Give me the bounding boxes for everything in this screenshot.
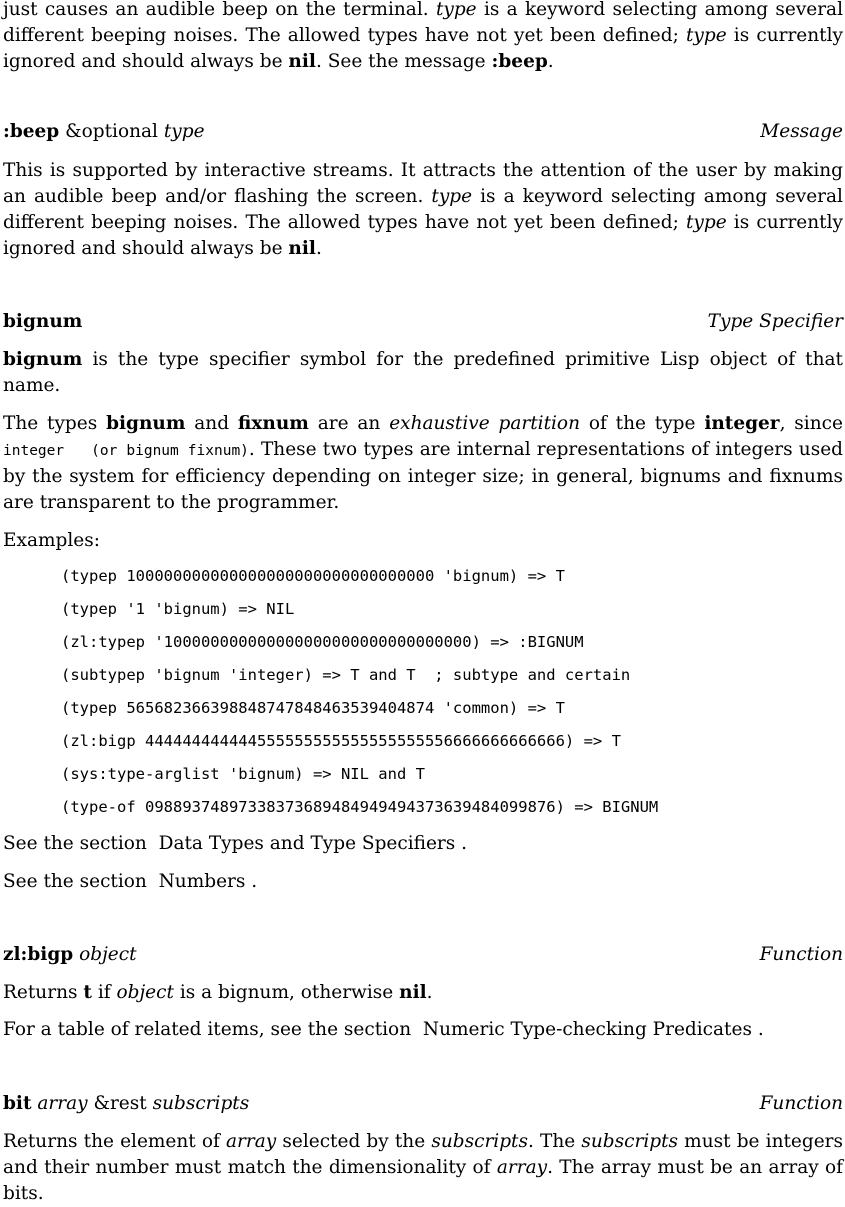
- bit-description: [3, 1129, 843, 1207]
- code-line: (subtypep 'bignum 'integer) => T and T ; subtype and certain: [61, 666, 631, 684]
- bignum-p2-text-c: and: [194, 413, 230, 434]
- bit-text-2: selected by the: [282, 1131, 426, 1152]
- bignum-p2-fixnum: fixnum: [237, 413, 309, 434]
- bignum-p2-code: integer (or bignum fixnum): [3, 443, 249, 459]
- bit-text-1: Returns the element of: [3, 1131, 220, 1152]
- intro-nil: nil: [288, 51, 316, 72]
- bignum-p2-text-d: are an: [317, 413, 381, 434]
- code-line: (typep 100000000000000000000000000000000 'bignum) => T: [61, 567, 565, 585]
- beep-arg: type: [163, 121, 205, 142]
- bignum-p1-term: bignum: [3, 349, 83, 370]
- beep-text-4: .: [315, 238, 322, 259]
- intro-text-2: is a keyword selecting among several different beeping noises. The allowed types have not yet been defined;: [3, 0, 844, 46]
- intro-type-arg: type: [435, 0, 477, 20]
- see-end: .: [251, 871, 258, 892]
- bignum-entry-name: bignum: [3, 311, 83, 332]
- bignum-p2-integer: integer: [704, 413, 780, 434]
- bit-array-ref-2: array: [496, 1157, 548, 1178]
- see-text: See the section: [3, 871, 147, 892]
- code-line: (typep 565682366398848747848463539404874 'common) => T: [61, 699, 565, 717]
- beep-type-arg-2: type: [685, 212, 727, 233]
- intro-beep-ref: :beep: [491, 51, 548, 72]
- code-line: (zl:typep '100000000000000000000000000000000) => :BIGNUM: [61, 633, 584, 651]
- see-section-data-types: [3, 831, 467, 857]
- see-end: .: [461, 833, 468, 854]
- beep-text-3: is currently ignored and should always be: [3, 212, 843, 259]
- bignum-p2-text-f: , since: [779, 413, 843, 434]
- bit-subscripts-ref-2: subscripts: [581, 1131, 679, 1152]
- bigp-see-section: [3, 1017, 764, 1043]
- bit-array-ref: array: [226, 1131, 277, 1152]
- intro-text-1: just causes an audible beep on the terminal.: [3, 0, 429, 20]
- section-link-numbers[interactable]: Numbers: [158, 871, 246, 892]
- section-link-data-types[interactable]: Data Types and Type Specifiers: [158, 833, 456, 854]
- bit-entry-name: bit: [3, 1093, 32, 1114]
- bit-text-4: must be integers and their number must match the dimensionality of: [3, 1131, 843, 1178]
- bit-subscripts-arg: subscripts: [152, 1093, 250, 1114]
- code-line: (typep '1 'bignum) => NIL: [61, 600, 295, 618]
- beep-type-arg: type: [431, 186, 473, 207]
- bigp-nil: nil: [399, 982, 427, 1003]
- bigp-text-1: Returns: [3, 982, 78, 1003]
- bignum-p2-exhaustive: exhaustive partition: [389, 413, 580, 434]
- section-link-numeric-predicates[interactable]: Numeric Type-checking Predicates: [422, 1019, 752, 1040]
- bignum-p2-text-g: . These two types are internal representations of integers used by the system for efficiency depending on integer size; in general, bignums and fixnums are transparent to the programmer.: [3, 439, 843, 513]
- code-line: (zl:bigp 444444444444555555555555555555556666666666666) => T: [61, 732, 621, 750]
- see-text: See the section: [3, 833, 147, 854]
- intro-paragraph: [3, 0, 843, 75]
- bigp-entry-header: [3, 942, 843, 968]
- examples-code-block: [3, 560, 843, 824]
- bit-array-arg: array: [37, 1093, 88, 1114]
- see-text: For a table of related items, see the section: [3, 1019, 412, 1040]
- beep-text-2: is a keyword selecting among several different beeping noises. The allowed types have not yet been defined;: [3, 186, 843, 233]
- bigp-description: [3, 980, 433, 1006]
- bigp-arg: object: [79, 944, 137, 965]
- see-section-numbers: [3, 869, 257, 895]
- bit-text-5: . The array must be an array of bits.: [3, 1157, 844, 1204]
- beep-text-1: This is supported by interactive streams. It attracts the attention of the user by making an audible beep and/or flashing the screen.: [3, 160, 843, 207]
- bit-lambda-keyword: &rest: [93, 1093, 147, 1114]
- bigp-entry-kind: Function: [759, 944, 843, 965]
- examples-label: Examples:: [3, 530, 100, 551]
- bignum-entry-kind: Type Specifier: [707, 311, 843, 332]
- code-line: (type-of 098893748973383736894849494943736394840998​76) => BIGNUM: [61, 798, 659, 816]
- beep-nil: nil: [288, 238, 316, 259]
- bigp-entry-name: zl:bigp: [3, 944, 74, 965]
- bignum-p2-text-a: The types: [3, 413, 98, 434]
- intro-type-arg-2: type: [685, 25, 727, 46]
- bigp-text-3: is a bignum, otherwise: [179, 982, 394, 1003]
- bigp-text-4: .: [426, 982, 433, 1003]
- intro-text-5: .: [547, 51, 554, 72]
- bignum-p2-bignum: bignum: [106, 413, 186, 434]
- bit-entry-kind: Function: [759, 1093, 843, 1114]
- intro-text-3: is currently ignored and should always be: [3, 25, 843, 72]
- bigp-object-arg: object: [116, 982, 174, 1003]
- bignum-paragraph-2: [3, 411, 843, 516]
- bignum-paragraph-1: [3, 347, 843, 399]
- beep-entry-name: :beep: [3, 121, 60, 142]
- bignum-p2-text-e: of the type: [588, 413, 696, 434]
- beep-description: [3, 158, 843, 262]
- bit-text-3: . The: [527, 1131, 576, 1152]
- beep-entry-kind: Message: [760, 121, 843, 142]
- beep-lambda-keyword: &optional: [65, 121, 158, 142]
- see-end: .: [757, 1019, 764, 1040]
- beep-entry-header: [3, 119, 843, 145]
- intro-text-4: . See the message: [315, 51, 486, 72]
- bigp-text-2: if: [97, 982, 111, 1003]
- bit-subscripts-ref: subscripts: [431, 1131, 528, 1152]
- bignum-entry-header: [3, 309, 843, 335]
- bignum-p1-text: is the type specifier symbol for the predefined primitive Lisp object of that name.: [3, 349, 843, 396]
- code-line: (sys:type-arglist 'bignum) => NIL and T: [61, 765, 425, 783]
- bigp-t: t: [83, 982, 92, 1003]
- bit-entry-header: [3, 1091, 843, 1117]
